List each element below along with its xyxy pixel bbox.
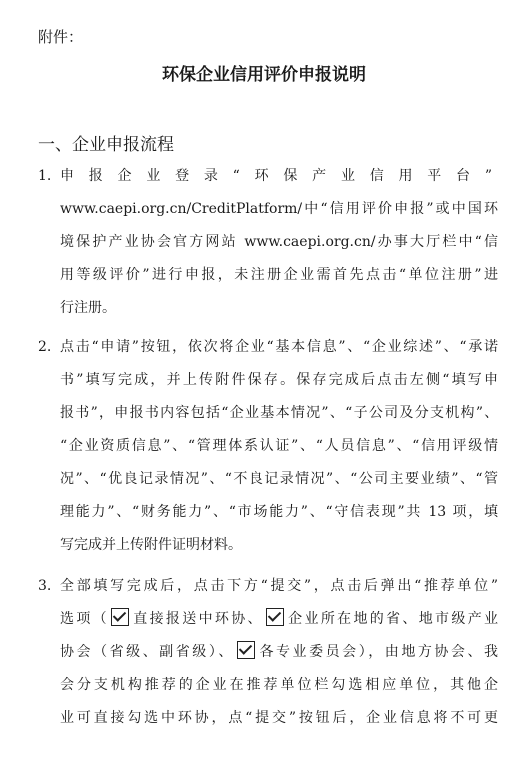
option-committees: 各专业委员会），由地方协会、我 [256,644,498,660]
item-2-line-1: 点击“申请”按钮，依次将企业“基本信息”、“企业综述”、“承诺 [60,339,498,355]
item-2-line-6: 理能力”、“财务能力”、“市场能力”、“守信表现”共 13 项，填 [60,504,498,520]
item-1-line-3: 境保护产业协会官方网站 www.caepi.org.cn/办事大厅栏中“信 [60,234,498,250]
item-2-line-3: 报书”，申报书内容包括“企业基本情况”、“子公司及分支机构”、 [60,405,498,421]
item-3-line-3: 协会（省级、副省级）、 各专业委员会），由地方协会、我 [60,636,498,669]
item-1-line-1: 申报企业登录“环保产业信用平台” [60,168,498,184]
section-heading: 一、企业申报流程 [38,135,174,155]
option-direct-report: 直接报送中环协、 [130,611,264,627]
checkbox-checked-icon [266,608,284,626]
item-2-line-7: 写完成并上传附件证明材料。 [60,537,242,553]
item-1-line-5: 行注册。 [60,300,116,316]
item-1-line-4: 用等级评价”进行申报，未注册企业需首先点击“单位注册”进 [60,267,498,283]
checkbox-checked-icon [111,608,129,626]
list-item-3 [38,570,498,735]
item-2-line-2: 书”填写完成，并上传附件保存。保存完成后点击左侧“填写申 [60,372,498,388]
option-local-association: 企业所在地的省、地市级产业 [285,611,498,627]
checkbox-checked-icon [237,641,255,659]
list-item-1 [38,160,498,325]
item-3-line-1: 全部填写完成后，点击下方“提交”，点击后弹出“推荐单位” [60,578,498,594]
item-number: 2. [38,339,52,355]
item-1-line-2: www.caepi.org.cn/CreditPlatform/中“信用评价申报”或中国环 [60,201,498,217]
item-2-line-5: 况”、“优良记录情况”、“不良记录情况”、“公司主要业绩”、“管 [60,471,498,487]
item-number: 3. [38,578,52,594]
item-3-line-5: 业可直接勾选中环协，点“提交”按钮后，企业信息将不可更 [60,710,498,726]
item-3-line-2: 选项（ 直接报送中环协、 企业所在地的省、地市级产业 [60,603,498,636]
document-title: 环保企业信用评价申报说明 [162,65,366,85]
item-3-line-4: 会分支机构推荐的企业在推荐单位栏勾选相应单位，其他企 [60,677,498,693]
list-item-2 [38,331,498,562]
item-number: 1. [38,168,52,184]
attachment-label: 附件： [38,28,84,46]
item-2-line-4: “企业资质信息”、“管理体系认证”、“人员信息”、“信用评级情 [60,438,498,454]
